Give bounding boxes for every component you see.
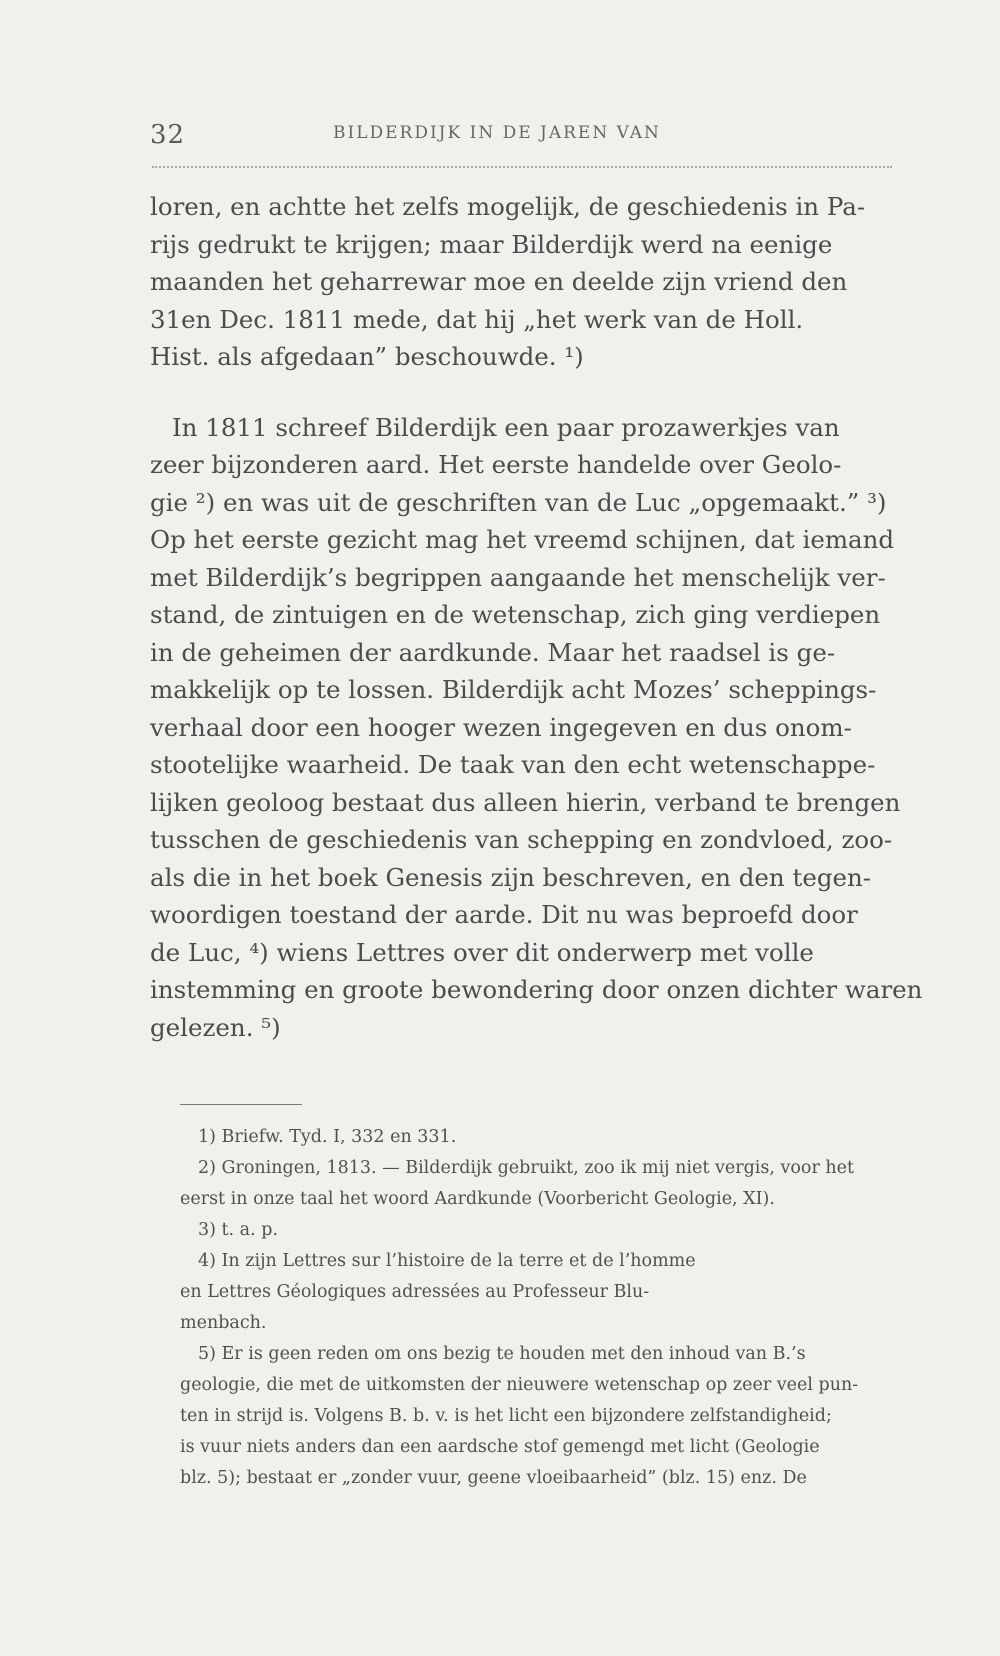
text-line: met Bilderdijk’s begrippen aangaande het menschelijk ver- xyxy=(150,562,886,592)
footnote-line: 5) Er is geen reden om ons bezig te houden met den inhoud van B.’s xyxy=(198,1344,806,1364)
footnote xyxy=(180,1339,950,1494)
text-line: loren, en achtte het zelfs mogelijk, de geschiedenis in Pa- xyxy=(150,192,866,221)
text-line: lijken geoloog bestaat dus alleen hierin, verband te brengen xyxy=(150,787,901,817)
paragraph xyxy=(150,188,920,376)
text-line: gelezen. ⁵) xyxy=(150,1012,281,1042)
footnote-line: eerst in onze taal het woord Aardkunde (Voorbericht Geologie, XI). xyxy=(180,1189,775,1209)
footnote-line: 3) t. a. p. xyxy=(198,1220,279,1240)
header-rule xyxy=(152,166,892,171)
text-line: Hist. als afgedaan” beschouwde. ¹) xyxy=(150,342,584,371)
footnote xyxy=(180,1215,950,1246)
footnote-line: 4) In zijn Lettres sur l’histoire de la terre et de l’homme xyxy=(198,1251,696,1271)
text-line: maanden het geharrewar moe en deelde zijn vriend den xyxy=(150,267,848,296)
footnote xyxy=(180,1246,950,1339)
text-line: rijs gedrukt te krijgen; maar Bilderdijk werd na eenige xyxy=(150,229,833,259)
footnote-line: menbach. xyxy=(180,1313,267,1333)
text-line: als die in het boek Genesis zijn beschreven, en den tegen- xyxy=(150,862,872,892)
text-line: instemming en groote bewondering door onzen dichter waren xyxy=(150,975,923,1004)
paragraph-gap xyxy=(150,376,920,409)
page-header xyxy=(150,120,895,160)
footnote-line: ten in strijd is. Volgens B. b. v. is het licht een bijzondere zelfstandigheid; xyxy=(180,1406,832,1426)
footnotes xyxy=(180,1122,950,1494)
text-line: zeer bijzonderen aard. Het eerste handelde over Geolo- xyxy=(150,450,842,479)
paragraph xyxy=(150,409,923,1047)
body-text xyxy=(150,188,923,1046)
text-line: tusschen de geschiedenis van schepping en zondvloed, zoo- xyxy=(150,825,893,854)
page-number: 32 xyxy=(150,120,186,150)
text-line: stootelijke waarheid. De taak van den echt wetenschappe- xyxy=(150,750,876,779)
footnote-line: is vuur niets anders dan een aardsche stof gemengd met licht (Geologie xyxy=(180,1437,820,1457)
footnote-line: 1) Briefw. Tyd. I, 332 en 331. xyxy=(198,1127,457,1147)
text-line: de Luc, ⁴) wiens Lettres over dit onderwerp met volle xyxy=(150,937,814,967)
text-line: gie ²) en was uit de geschriften van de Luc „opgemaakt.” ³) xyxy=(150,487,887,517)
footnote xyxy=(180,1153,950,1215)
text-line: In 1811 schreef Bilderdijk een paar prozawerkjes van xyxy=(172,412,840,442)
text-line: stand, de zintuigen en de wetenschap, zich ging verdiepen xyxy=(150,600,881,629)
footnote-line: geologie, die met de uitkomsten der nieuwere wetenschap op zeer veel pun- xyxy=(180,1375,859,1395)
text-line: 31en Dec. 1811 mede, dat hij „het werk van de Holl. xyxy=(150,304,804,334)
running-head: BILDERDIJK IN DE JAREN VAN xyxy=(333,123,661,143)
text-line: makkelijk op te lossen. Bilderdijk acht Mozes’ scheppings- xyxy=(150,675,877,704)
footnote-line: blz. 5); bestaat er „zonder vuur, geene vloeibaarheid” (blz. 15) enz. De xyxy=(180,1468,807,1488)
text-line: Op het eerste gezicht mag het vreemd schijnen, dat iemand xyxy=(150,525,895,554)
text-line: woordigen toestand der aarde. Dit nu was beproefd door xyxy=(150,900,858,929)
footnote-line: 2) Groningen, 1813. — Bilderdijk gebruikt, zoo ik mij niet vergis, voor het xyxy=(198,1158,855,1178)
footnote xyxy=(180,1122,950,1153)
footnote-rule xyxy=(180,1104,302,1105)
footnote-line: en Lettres Géologiques adressées au Professeur Blu- xyxy=(180,1282,650,1302)
text-line: in de geheimen der aardkunde. Maar het raadsel is ge- xyxy=(150,637,836,667)
text-line: verhaal door een hooger wezen ingegeven en dus onom- xyxy=(150,712,852,742)
